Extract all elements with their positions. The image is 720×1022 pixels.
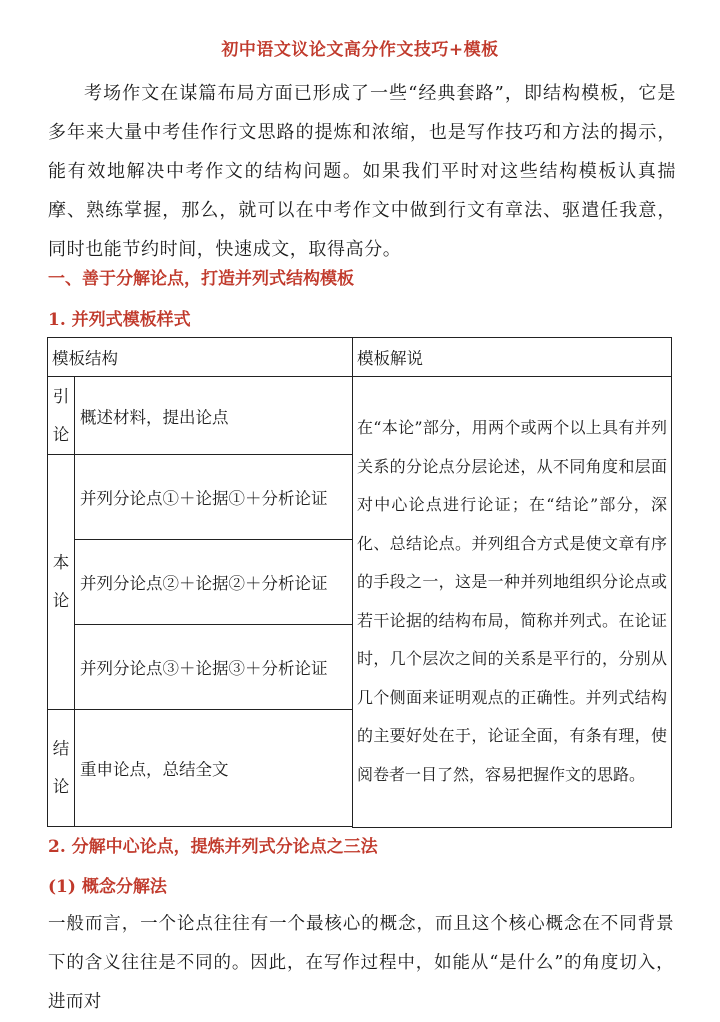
conclusion-label: 结论 <box>48 710 75 827</box>
body-paragraph: 一般而言，一个论点往往有一个最核心的概念，而且这个核心概念在不同背景下的含义往往是不同的。因此，在写作过程中，如能从“是什么”的角度切入，进而对 <box>48 914 674 1012</box>
intro-label: 引论 <box>48 377 75 455</box>
section-heading: 一、善于分解论点，打造并列式结构模板 <box>48 269 354 289</box>
body-row-2: 并列分论点②＋论据②＋分析论证 <box>75 540 353 625</box>
method-heading: (1) 概念分解法 <box>48 877 167 897</box>
subsection-heading-2: 2. 分解中心论点，提炼并列式分论点之三法 <box>48 837 378 857</box>
document-title: 初中语文议论文高分作文技巧+模板 <box>221 40 499 60</box>
explanation-text: 在“本论”部分，用两个或两个以上具有并列关系的分论点分层论述，从不同角度和层面对中心论点进行论证；在“结论”部分，深化、总结论点。并列组合方式是使文章有序的手段之一，这是一种并列地组织分论点或若干论据的结构布局，简称并列式。在论证时，几个层次之间的关系是平行的，分别从几个侧面来证明观点的正确性。并列式结构的主要好处在于，论证全面，有条有理，使阅卷者一目了然，容易把握作文的思路。 <box>353 377 672 828</box>
template-table <box>47 337 672 828</box>
body-row-3: 并列分论点③＋论据③＋分析论证 <box>75 625 353 710</box>
table-header-row <box>48 338 672 377</box>
body-row-1: 并列分论点①＋论据①＋分析论证 <box>75 455 353 540</box>
subsection-heading: 1. 并列式模板样式 <box>48 310 191 330</box>
intro-text: 概述材料，提出论点 <box>75 377 353 455</box>
table-header-explanation: 模板解说 <box>353 338 672 377</box>
table-row-intro <box>48 377 672 455</box>
body-label: 本论 <box>48 455 75 710</box>
conclusion-text: 重申论点，总结全文 <box>75 710 353 827</box>
table-header-structure: 模板结构 <box>48 338 353 377</box>
intro-paragraph: 考场作文在谋篇布局方面已形成了一些“经典套路”，即结构模板，它是多年来大量中考佳作行文思路的提炼和浓缩，也是写作技巧和方法的揭示，能有效地解决中考作文的结构问题。如果我们平时对这些结构模板认真揣摩、熟练掌握，那么，就可以在中考作文中做到行文有章法、驱遣任我意，同时也能节约时间，快速成文，取得高分。 <box>48 83 676 260</box>
